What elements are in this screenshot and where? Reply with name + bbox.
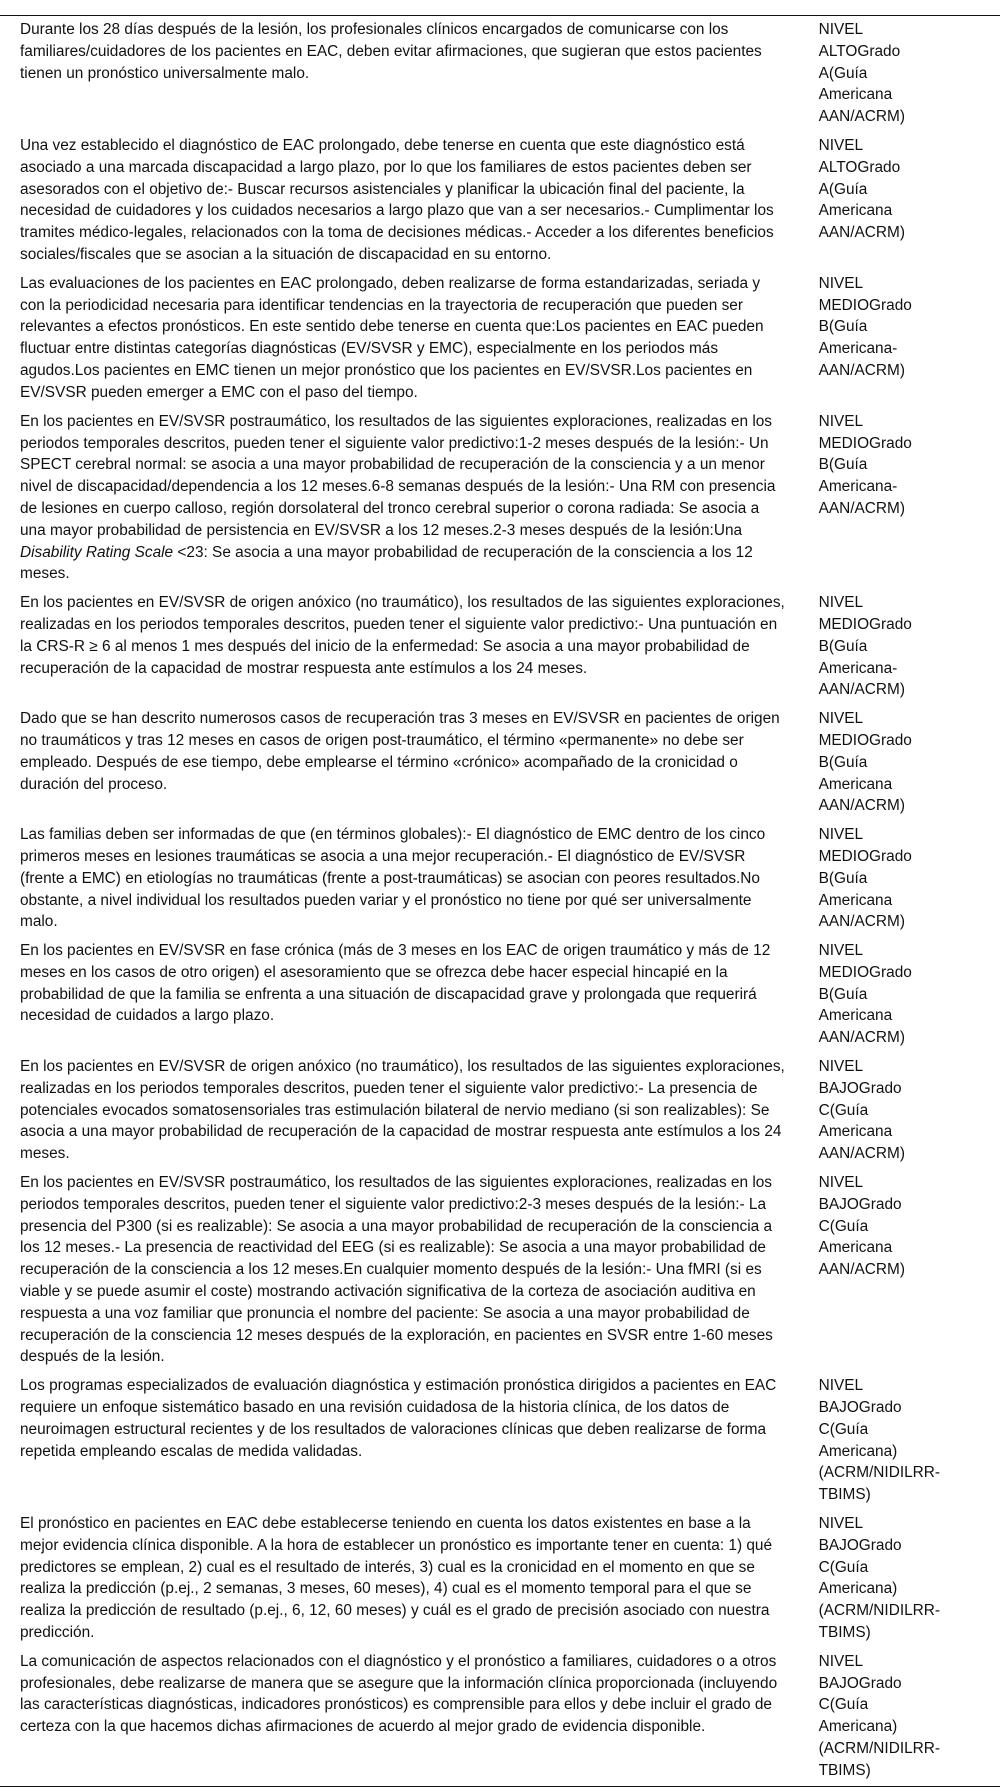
recommendation-text: Durante los 28 días después de la lesión, los profesionales clínicos encargados de comunicarse con los familiares/cuidadores de los pacientes en EAC, deben evitar afirmaciones, que sugieran que estos pacientes tienen un pronóstico universalmente malo.	[20, 21, 762, 82]
text-end: <23: Se asocia a una mayor probabilidad de recuperación de la consciencia a los 12 meses.	[20, 543, 753, 583]
recommendation-text: Una vez establecido el diagnóstico de EAC prolongado, debe tenerse en cuenta que este diagnóstico está asociado a una marcada discapacidad a largo plazo, por lo que los familiares de estos pacientes deben ser asesorados con el objetivo de:- Buscar recursos asistenciales y planificar la ubicación final del paciente, la necesidad de cuidadores y los cuidados necesarios a largo plazo que van a ser necesarios.- Cumplimentar los tramites médico-legales, relacionados con la toma de decisiones médicas.- Acceder a los diferentes beneficios sociales/fiscales que se asocian a la situación de discapacidad en su entorno.	[20, 136, 774, 263]
recommendation-text: En los pacientes en EV/SVSR de origen anóxico (no traumático), los resultados de las siguientes exploraciones, realizadas en los periodos temporales descritos, pueden tener el siguiente valor predictivo:- Una puntuación en la CRS-R ≥ 6 al menos 1 mes después del inicio de la enfermedad: Se asocia a una mayor probabilidad de recuperación de la capacidad de mostrar respuesta ante estímulos a los 24 meses.	[20, 594, 785, 677]
table-row	[0, 589, 1000, 705]
recommendation-text: Las familias deben ser informadas de que (en términos globales):- El diagnóstico de EMC dentro de los cinco primeros meses en lesiones traumáticas se asocia a una mejor recuperación.- El diagnóstico de EV/SVSR (frente a EMC) en etiologías no traumáticas (frente a post-traumáticas) se asocian con peores resultados.No obstante, a nivel individual los resultados pueden variar y el pronóstico no tiene por qué ser universalmente malo.	[20, 826, 766, 931]
evidence-level: NIVEL MEDIOGrado B(Guía Americana AAN/ACRM)	[818, 942, 912, 1047]
evidence-level: NIVEL BAJOGrado C(Guía Americana) (ACRM/NIDILRR-TBIMS)	[818, 1377, 941, 1504]
evidence-level: NIVEL MEDIOGrado B(Guía Americana AAN/ACRM)	[818, 710, 912, 815]
table-row	[0, 821, 1000, 937]
evidence-level: NIVEL MEDIOGrado B(Guía Americana AAN/ACRM)	[818, 826, 912, 931]
text-start: En los pacientes en EV/SVSR postraumático, los resultados de las siguientes exploraciones, realizadas en los periodos temporales descritos, pueden tener el siguiente valor predictivo:1-2 meses después de la lesión:- Un SPECT cerebral normal: se asocia a una mayor probabilidad de recuperación de la consciencia y a un menor nivel de discapacidad/dependencia a los 12 meses.6-8 semanas después de la lesión:- Una RM con presencia de lesiones en cuerpo calloso, región dorsolateral del tronco cerebral superior o corona radiada: Se asocia a una mayor probabilidad de persistencia en EV/SVSR a los 12 meses.2-3 meses después de la lesión:Una	[20, 412, 776, 539]
evidence-level: NIVEL BAJOGrado C(Guía Americana AAN/ACRM)	[818, 1174, 905, 1279]
table-row	[0, 705, 1000, 821]
recommendation-text: El pronóstico en pacientes en EAC debe establecerse teniendo en cuenta los datos existentes en base a la mejor evidencia clínica disponible. A la hora de establecer un pronóstico es importante tener en cuenta: 1) qué predictores se emplean, 2) cual es el resultado de interés, 3) cual es la cronicidad en el momento en que se realiza la predicción (p.ej., 2 semanas, 3 meses, 60 meses), 4) cual es el momento temporal para el que se realiza la predicción de resultado (p.ej., 6, 12, 60 meses) y cuál es el grado de precisión asociado con nuestra predicción.	[20, 1515, 773, 1641]
table-row	[0, 937, 1000, 1053]
scale-name: Disability Rating Scale	[20, 543, 174, 561]
evidence-level: NIVEL ALTOGrado A(Guía Americana AAN/ACRM)	[818, 21, 905, 126]
recommendation-text: La comunicación de aspectos relacionados con el diagnóstico y el pronóstico a familiares, cuidadores o a otros profesionales, debe realizarse de manera que se asegure que la información clínica proporcionada (incluyendo las características diagnósticas, indicadores pronósticos) es comprensible para ellos y debe incluir el grado de certeza con la que hacemos dichas afirmaciones de acuerdo al mejor grado de evidencia disponible.	[20, 1652, 778, 1736]
recommendation-text: Los programas especializados de evaluación diagnóstica y estimación pronóstica dirigidos a pacientes en EAC requiere un enfoque sistemático basado en una revisión cuidadosa de la historia clínica, de los datos de neuroimagen estructural recientes y de los resultados de valoraciones clínicas que deben realizarse de forma repetida empleando escalas de medida validadas.	[20, 1377, 777, 1460]
evidence-level: NIVEL BAJOGrado C(Guía Americana) (ACRM/NIDILRR-TBIMS)	[818, 1652, 941, 1779]
table-row	[0, 1372, 1000, 1510]
evidence-level: NIVEL BAJOGrado C(Guía Americana AAN/ACRM)	[818, 1058, 905, 1163]
table-row	[0, 16, 1000, 132]
table-row	[0, 408, 1000, 589]
evidence-level: NIVEL BAJOGrado C(Guía Americana) (ACRM/NIDILRR-TBIMS)	[818, 1515, 941, 1641]
evidence-level: NIVEL MEDIOGrado B(Guía Americana-AAN/ACRM)	[818, 412, 912, 517]
table-row	[0, 1053, 1000, 1169]
evidence-level: NIVEL MEDIOGrado B(Guía Americana-AAN/ACRM)	[818, 274, 912, 379]
evidence-level: NIVEL MEDIOGrado B(Guía Americana-AAN/ACRM)	[818, 594, 912, 699]
recommendation-text: Las evaluaciones de los pacientes en EAC prolongado, deben realizarse de forma estandarizadas, seriada y con la periodicidad necesaria para identificar tendencias en la trayectoria de recuperación que pueden ser relevantes a efectos pronósticos. En este sentido debe tenerse en cuenta que:Los pacientes en EAC pueden fluctuar entre distintas categorías diagnósticas (EV/SVSR y EMC), especialmente en los periodos más agudos.Los pacientes en EMC tienen un mejor pronóstico que los pacientes en EV/SVSR.Los pacientes en EV/SVSR pueden emerger a EMC con el paso del tiempo.	[20, 274, 764, 401]
table-row	[0, 270, 1000, 408]
recommendations-table	[0, 15, 1000, 1787]
recommendation-text: En los pacientes en EV/SVSR en fase crónica (más de 3 meses en los EAC de origen traumático y más de 12 meses en los casos de otro origen) el asesoramiento que se ofrezca debe hacer especial hincapié en la probabilidad de que la familia se enfrenta a una situación de discapacidad grave y prolongada que requerirá necesidad de cuidados a largo plazo.	[20, 942, 771, 1025]
recommendation-text	[0, 408, 805, 589]
recommendation-text: Dado que se han descrito numerosos casos de recuperación tras 3 meses en EV/SVSR en pacientes de origen no traumáticos y tras 12 meses en casos de origen post-traumático, el término «permanente» no debe ser empleado. Después de ese tiempo, debe emplearse el término «crónico» acompañado de la cronicidad o duración del proceso.	[20, 710, 780, 793]
evidence-level: NIVEL ALTOGrado A(Guía Americana AAN/ACRM)	[818, 136, 905, 242]
table-row	[0, 1648, 1000, 1786]
table-row	[0, 132, 1000, 270]
recommendation-text: En los pacientes en EV/SVSR de origen anóxico (no traumático), los resultados de las siguientes exploraciones, realizadas en los periodos temporales descritos, pueden tener el siguiente valor predictivo:- La presencia de potenciales evocados somatosensoriales tras estimulación bilateral de nervio mediano (si son realizables): Se asocia a una mayor probabilidad de recuperación de la capacidad de mostrar respuesta ante estímulos a los 24 meses.	[20, 1058, 785, 1163]
table-row	[0, 1169, 1000, 1372]
recommendation-text: En los pacientes en EV/SVSR postraumático, los resultados de las siguientes exploraciones, realizadas en los periodos temporales descritos, pueden tener el siguiente valor predictivo:2-3 meses después de la lesión:- La presencia del P300 (si es realizable): Se asocia a una mayor probabilidad de recuperación de la consciencia a los 12 meses.- La presencia de reactividad del EEG (si es realizable): Se asocia a una mayor probabilidad de recuperación de la consciencia a los 12 meses.En cualquier momento después de la lesión:- Una fMRI (si es viable y se puede asumir el coste) mostrando activación significativa de la corteza de asociación auditiva en respuesta a una voz familiar que pronuncia el nombre del paciente: Se asocia a una mayor probabilidad de recuperación de la consciencia 12 meses después de la exploración, en pacientes en SVSR entre 1-60 meses después de la lesión.	[20, 1174, 773, 1366]
table-row	[0, 1510, 1000, 1648]
